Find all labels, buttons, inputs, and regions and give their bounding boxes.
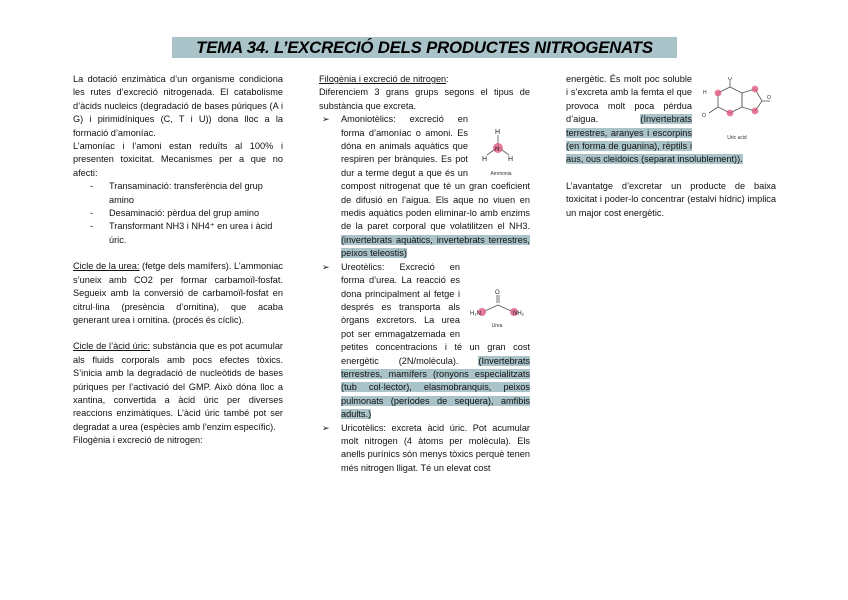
uricotelic-text: Uricotèlics: excreta àcid úric. Pot acumular molt nitrogen (4 àtoms per molècula). Els anells purínics són menys tòxics perquè tenen més nitrogen lligat. Té un elevat cost [341,422,530,473]
ammoniotelic-description: Amoniotèlics: excreció en forma d’amoníac o amoni. Es dóna en animals aquàtics que respiren per brànquies. Es pot dur a terme degut a que és un compost nitrogenat que té un gran coeficient de difusió en l’aigua. Els aque no viuen en medis aquàtics poden eliminar-lo amb enzims de la paret corporal que volatilitzen el NH3. [341,114,530,232]
list-item [319,261,530,422]
arrow-bullet-icon: ➢ [322,422,330,433]
uricotelic-continued-text: energètic. És molt poc soluble i s’excreta amb la femta el que provoca molt poca pèrdua d’aigua. [566,74,692,125]
svg-text:O: O [495,289,500,296]
column-1 [73,73,283,448]
column-3 [566,73,776,220]
ureotelic-description: Ureotèlics: Excreció en forma d’urea. La reacció es dona principalment al fetge i després es transporta als òrgans excretors. La urea pot ser emmagatzemada en petites concentracions i té un gran cost energètic (2N/molècula). [341,261,530,366]
uric-acid-molecule-icon [700,77,774,135]
ureotelic-text [341,261,530,422]
ammonia-molecule-icon [478,125,524,171]
uric-cycle-paragraph [73,340,283,434]
svg-text:N: N [495,147,500,154]
conclusion-paragraph: L’avantatge d’excretar un producte de baixa toxicitat i poder-lo concentrar (estalvi hídric) implica un major cost energètic. [566,180,776,218]
uric-cycle-text: substància que es pot acumular als fluids corporals amb pocs efectes tòxics. S’inicia amb la degradació de nucleòtids de bases púriques per l’activació del GMP. Això dóna lloc a xantina, convertida a àcid úric per diverses reaccions enzimàtiques. L’àcid úric també pot ser degradat a urea (espècies amb l’enzim específic). [73,341,283,432]
svg-text:H: H [482,156,488,164]
column-2 [319,73,530,475]
svg-text:H: H [508,156,514,164]
intro-paragraph: La dotació enzimàtica d’un organisme condiciona les rutes d’excreció nitrogenada. El catabolisme d’àcids nucleics (degradació de bases púriques (A i G) i pirimidíniques (C, T i U)) dona lloc a la formació d’amoníac. [73,74,283,138]
page-title: TEMA 34. L’EXCRECIÓ DELS PRODUCTES NITROGENATS [172,37,677,58]
urea-cycle-paragraph [73,260,283,327]
svg-text:O: O [767,95,771,101]
urea-cycle-heading: Cicle de la urea: [73,261,140,272]
list-item: - Desaminació: pèrdua del grup amino [73,207,283,220]
phylogeny-intro: Diferenciem 3 grans grups segons el tipus de substància que excreta. [319,87,530,111]
ammonia-paragraph: L’amoníac i l’amoni estan reduïts al 100% i presenten toxicitat. Mecanismes per a que no afecti: [73,141,283,178]
list-item [319,422,530,476]
svg-text:H: H [495,129,501,137]
excretion-groups-list [319,113,530,475]
uric-acid-caption: Uric acid [727,135,747,141]
uric-cycle-heading: Cicle de l’àcid úric: [73,341,151,352]
ammoniotelic-examples: (invertebrats aquàtics, invertebrats terrestres, peixos teleostis) [341,234,530,259]
phylogeny-line: Filogènia i excreció de nitrogen: [73,435,203,446]
phylogeny-heading [319,73,530,86]
arrow-bullet-icon: ➢ [322,261,330,272]
ammonia-molecule-figure [472,125,530,177]
svg-text:H: H [703,90,707,96]
ammonia-caption: Ammonia [490,171,512,178]
svg-text:O: O [728,77,732,82]
svg-text:O: O [702,113,706,119]
urea-molecule-icon [467,289,527,323]
urea-caption: Urea [491,322,503,329]
uric-acid-molecule-figure [698,77,776,141]
urea-molecule-figure [464,289,530,329]
urea-cycle-text: (fetge dels mamífers). L’ammoniac s’uneix amb CO2 per formar carbamoïl-fosfat. Segueix amb la conversió de carbamoïl-fosfat en citrul·lina (presència d’ornitina), que acaba generant urea i ornitina. (procés és cíclic). [73,261,284,325]
list-item: - Transformant NH3 i NH4⁺ en urea i àcid úric. [73,220,283,247]
list-item [319,113,530,260]
ureotelic-examples: (Invertebrats terrestres, mamífers (ronyons especialitzats (tub col·lector), elasmobranquis, peixos pulmonats (períodes de sequera), amfibis adults.) [341,355,530,420]
phylogeny-heading-text: Filogènia i excreció de nitrogen [319,74,447,84]
list-item: - Transaminació: transferència del grup amino [73,180,283,207]
arrow-bullet-icon: ➢ [322,114,330,125]
svg-text:NH₂: NH₂ [513,310,524,317]
mechanisms-list [73,180,283,247]
svg-text:H₂N: H₂N [470,310,481,317]
uricotelic-examples: (Invertebrats terrestres, aranyes i escorpins (en forma de guanina), rèptils i aus, ous cleidoics (separat insolublement)). [566,114,743,165]
phylogeny-heading-colon: : [446,74,449,84]
